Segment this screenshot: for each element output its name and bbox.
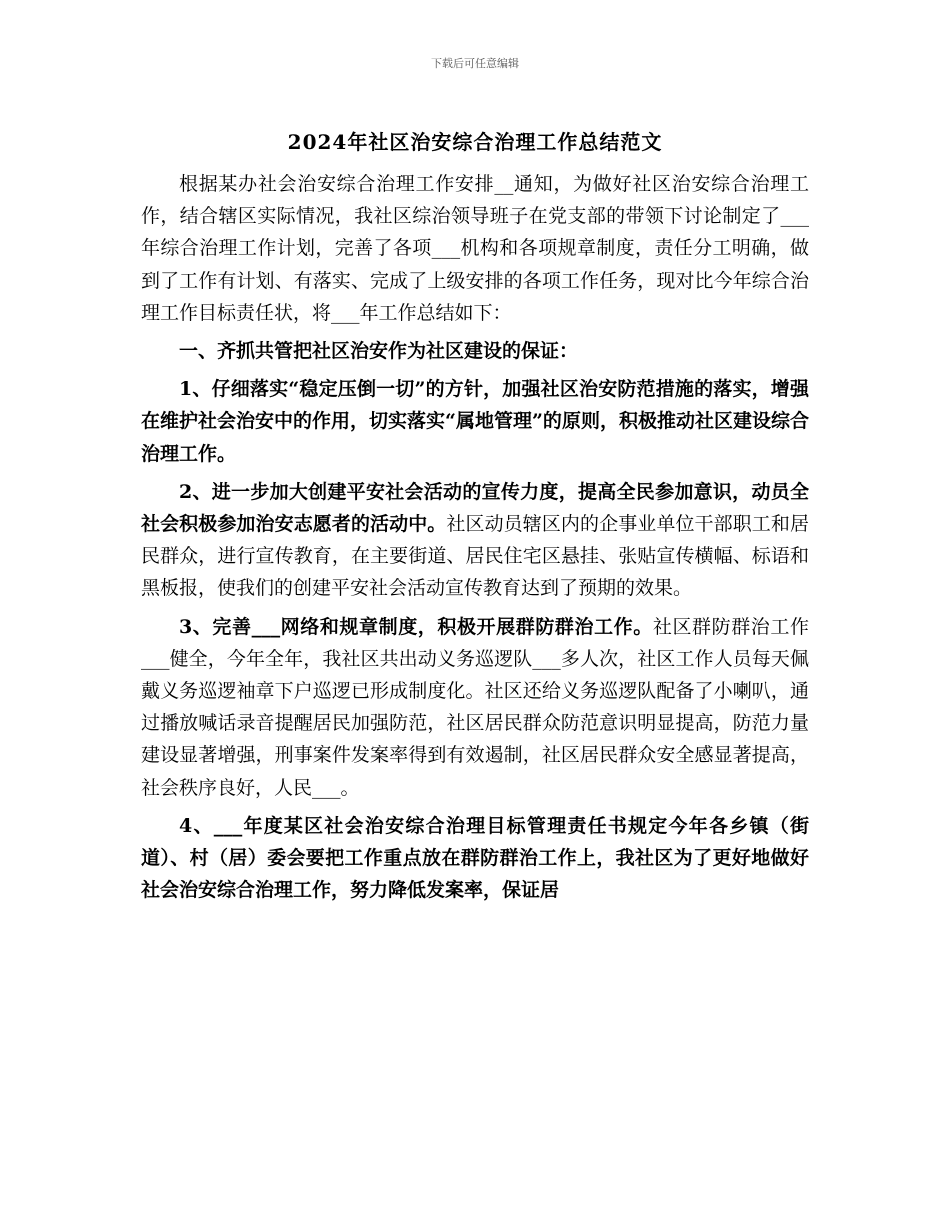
paragraph-bold-text: 2、进一步加大创建平安社会活动的宣传力度，提高全民参加意识，动员全社会积极参加治安志愿者的活动中。 <box>141 480 809 536</box>
document-body <box>141 168 809 912</box>
paragraph-bold-text: 4、___年度某区社会治安综合治理目标管理责任书规定今年各乡镇（街道）、村（居）委会要把工作重点放在群防群治工作上，我社区为了更好地做好社会治安综合治理工作，努力降低发案率，保证居 <box>141 814 809 902</box>
paragraph-item-4 <box>141 810 809 907</box>
paragraph-item-3 <box>141 611 809 804</box>
paragraph-text: 社区群防群治工作___健全，今年全年，我社区共出动义务巡逻队___多人次，社区工作人员每天佩戴义务巡逻袖章下户巡逻已形成制度化。社区还给义务巡逻队配备了小喇叭，通过播放喊话录音提醒居民加强防范，社区居民群众防范意识明显提高，防范力量建设显著增强，刑事案件发案率得到有效遏制，社区居民群众安全感显著提高，社会秩序良好，人民___。 <box>141 615 809 799</box>
paragraph-text: 根据某办社会治安综合治理工作安排__通知，为做好社区治安综合治理工作，结合辖区实际情况，我社区综治领导班子在党支部的带领下讨论制定了___年综合治理工作计划，完善了各项___机构和各项规章制度，责任分工明确，做到了工作有计划、有落实、完成了上级安排的各项工作任务，现对比今年综合治理工作目标责任状，将___年工作总结如下： <box>141 173 809 324</box>
paragraph-item-1 <box>141 373 809 470</box>
paragraph-bold-text: 一、齐抓共管把社区治安作为社区建设的保证： <box>179 340 579 363</box>
document-title: 2024年社区治安综合治理工作总结范文 <box>287 130 663 154</box>
paragraph-item-2 <box>141 476 809 605</box>
paragraph-bold-text: 3、完善___网络和规章制度，积极开展群防群治工作。 <box>179 615 653 638</box>
paragraph-bold-text: 1、仔细落实“稳定压倒一切”的方针，加强社区治安防范措施的落实，增强在维护社会治安中的作用，切实落实“属地管理”的原则，积极推动社区建设综合治理工作。 <box>141 378 809 465</box>
section-heading <box>141 335 809 367</box>
paragraph-text: 社区动员辖区内的企事业单位干部职工和居民群众，进行宣传教育，在主要街道、居民住宅区悬挂、张贴宣传横幅、标语和黑板报，使我们的创建平安社会活动宣传教育达到了预期的效果。 <box>141 513 809 600</box>
paragraph-intro <box>141 168 809 329</box>
header-note: 下载后可任意编辑 <box>431 57 519 70</box>
